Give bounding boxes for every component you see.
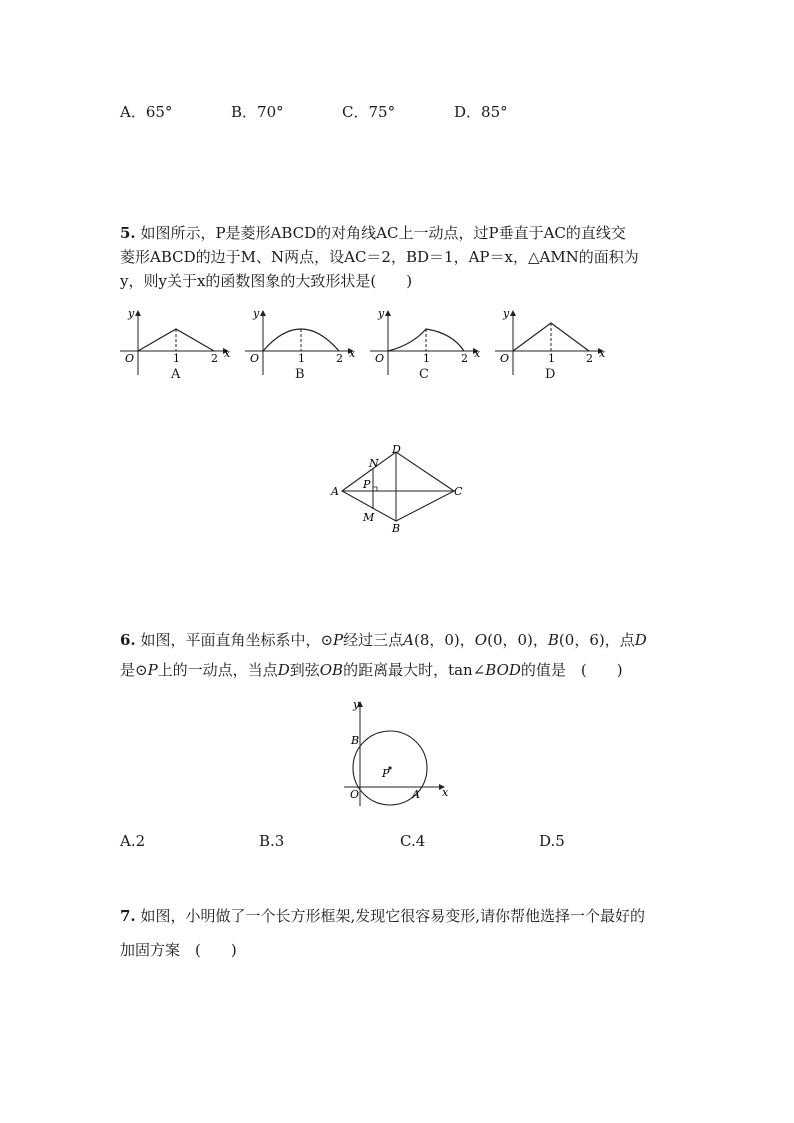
graph-c-x-label: x: [474, 347, 481, 360]
graph-d-caption: D: [545, 367, 556, 382]
q5-line-2: 菱形ABCD的边于M、N两点，设AC＝2，BD＝1，AP＝x，△AMN的面积为: [120, 248, 639, 266]
graph-d-tick-2: 2: [586, 352, 593, 365]
q5-line-3: y，则y关于x的函数图象的大致形状是( ): [120, 272, 413, 290]
graph-b-origin: O: [250, 352, 260, 365]
graph-c-caption: C: [419, 367, 429, 382]
label-c: C: [454, 485, 463, 498]
graph-a-origin: O: [125, 352, 135, 365]
graph-d-tick-1: 1: [548, 352, 555, 365]
q6-text-1j: D: [634, 631, 647, 649]
q5-number: 5.: [120, 224, 136, 242]
label-n: N: [369, 457, 379, 470]
graph-b-caption: B: [295, 367, 305, 382]
q7-number: 7.: [120, 907, 136, 925]
q4-option-b: B．70°: [231, 103, 284, 121]
label-d: D: [392, 443, 401, 456]
q4-option-d: D．85°: [454, 103, 508, 121]
graph-c-origin: O: [375, 352, 385, 365]
fig6-label-p: P: [382, 767, 390, 780]
q6-text-1a: 如图，平面直角坐标系中，⊙: [140, 631, 334, 649]
q6-line-1: [120, 629, 647, 651]
label-b: B: [392, 522, 401, 535]
q5-line-1: [120, 222, 626, 244]
fig6-origin: O: [350, 788, 360, 801]
graph-a-tick-1: 1: [173, 352, 180, 365]
q7-line-1: [120, 905, 645, 927]
q6-text-1h: B: [547, 631, 559, 649]
q6-text-2d: D: [277, 661, 290, 679]
graph-c: [370, 307, 481, 375]
q6-option-b: B.3: [259, 832, 285, 850]
label-p: P: [363, 478, 371, 491]
graph-a-y-label: y: [128, 307, 135, 320]
label-a: A: [331, 485, 339, 498]
graph-d-curve: [513, 323, 589, 351]
q6-circle-figure: [340, 698, 455, 810]
q6-text-2c: 上的一动点，当点: [157, 661, 278, 679]
graph-b-y-label: y: [253, 307, 260, 320]
q6-text-1f: O: [474, 631, 488, 649]
q6-text-1d: A: [403, 631, 414, 649]
graph-a-x-label: x: [224, 347, 231, 360]
q6-option-c: C.4: [400, 832, 426, 850]
graph-d: [495, 307, 606, 375]
q6-text-2a: 是⊙: [120, 661, 148, 679]
q5-rhombus-figure: [328, 443, 468, 535]
q6-text-2g: 的距离最大时，tan∠: [343, 661, 486, 679]
graph-c-tick-1: 1: [423, 352, 430, 365]
graph-d-y-label: y: [503, 307, 510, 320]
q6-option-a: A.2: [120, 832, 146, 850]
q6-text-2i: 的值是 ( ): [520, 661, 623, 679]
q6-line-2: [120, 659, 623, 681]
q7-line-2: 加固方案 ( ): [120, 941, 237, 959]
graph-c-y-label: y: [378, 307, 385, 320]
graph-d-x-label: x: [599, 347, 606, 360]
q7-text-1: 如图，小明做了一个长方形框架,发现它很容易变形,请你帮他选择一个最好的: [140, 907, 645, 925]
q6-text-2f: OB: [319, 661, 344, 679]
label-m: M: [363, 511, 375, 524]
q6-text-2b: P: [147, 661, 158, 679]
rhombus-abcd: [342, 452, 454, 521]
fig6-label-b: B: [351, 734, 360, 747]
q6-text-1e: (8，0)，: [413, 631, 475, 649]
graph-b: [245, 307, 356, 375]
q5-text-1: 如图所示，P是菱形ABCD的对角线AC上一动点，过P垂直于AC的直线交: [140, 224, 626, 242]
graph-a: [120, 307, 231, 375]
q6-text-1b: P: [333, 631, 344, 649]
graph-b-tick-1: 1: [298, 352, 305, 365]
q6-text-2h: BOD: [485, 661, 521, 679]
q6-text-1i: (0，6)，点: [558, 631, 635, 649]
q6-option-d: D.5: [539, 832, 565, 850]
fig6-x-label: x: [442, 786, 449, 799]
q4-option-c: C．75°: [342, 103, 396, 121]
q4-option-a: A．65°: [120, 103, 173, 121]
graph-b-x-label: x: [349, 347, 356, 360]
graph-a-tick-2: 2: [211, 352, 218, 365]
graph-c-tick-2: 2: [461, 352, 468, 365]
q6-number: 6.: [120, 631, 136, 649]
q6-text-1c: 经过三点: [343, 631, 404, 649]
q6-text-2e: 到弦: [289, 661, 320, 679]
fig6-label-a: A: [412, 788, 420, 801]
graph-d-origin: O: [500, 352, 510, 365]
q6-text-1g: (0，0)，: [487, 631, 548, 649]
graph-b-tick-2: 2: [336, 352, 343, 365]
fig6-y-label: y: [353, 698, 360, 711]
q5-graphs: [110, 305, 620, 390]
graph-a-caption: A: [171, 367, 181, 382]
